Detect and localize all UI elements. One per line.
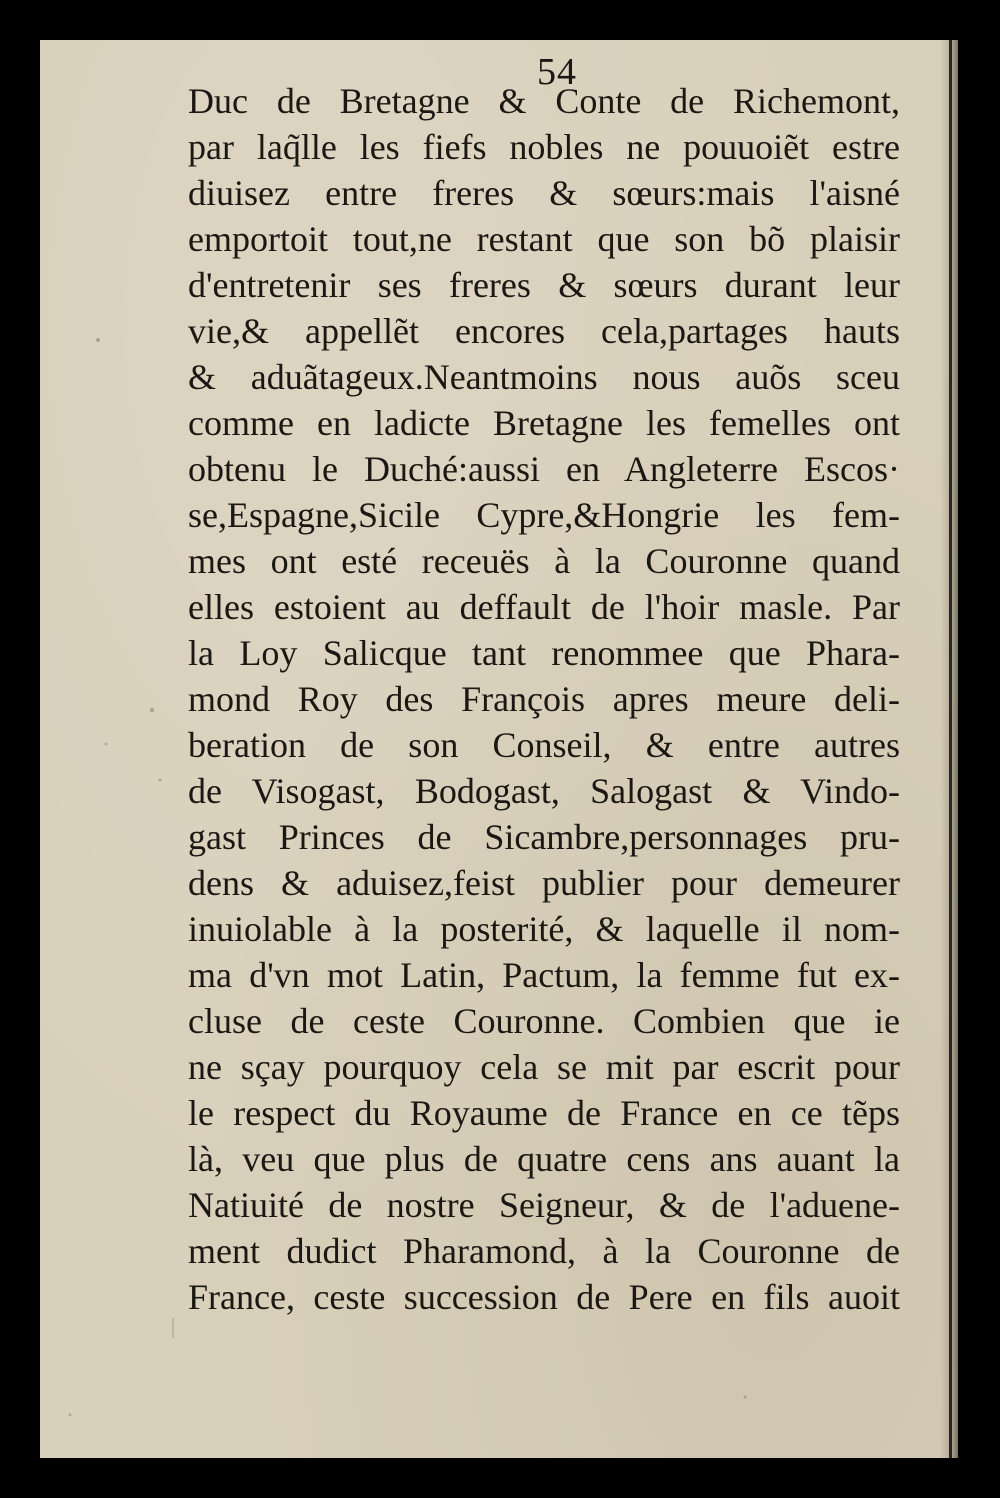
text-line: là, veu que plus de quatre cens ans auant la — [188, 1139, 900, 1179]
text-line: la Loy Salicque tant renommee que Phara- — [188, 633, 900, 673]
text-line: beration de son Conseil, & entre autres — [188, 725, 900, 765]
text-line: cluse de ceste Couronne. Combien que ie — [188, 1001, 900, 1041]
text-line: vie,& appellẽt encores cela,partages hauts — [188, 311, 900, 351]
text-line: obtenu le Duché:aussi en Angleterre Escos· — [188, 449, 900, 489]
text-line: ma d'vn mot Latin, Pactum, la femme fut ex- — [188, 955, 900, 995]
binding-edge — [949, 40, 952, 1458]
text-line: se,Espagne,Sicile Cypre,&Hongrie les fem- — [188, 495, 900, 535]
text-line: ne sçay pourquoy cela se mit par escrit pour — [188, 1047, 900, 1087]
text-line: inuiolable à la posterité, & laquelle il nom- — [188, 909, 900, 949]
text-line: diuisez entre freres & sœurs:mais l'aisné — [188, 173, 900, 213]
text-line: dens & aduisez,feist publier pour demeurer — [188, 863, 900, 903]
text-line: mond Roy des François apres meure deli- — [188, 679, 900, 719]
text-line: comme en ladicte Bretagne les femelles ont — [188, 403, 900, 443]
text-line: mes ont esté receuës à la Couronne quand — [188, 541, 900, 581]
text-line: le respect du Royaume de France en ce tẽps — [188, 1093, 900, 1133]
body-text — [188, 78, 900, 1320]
text-line: Natiuité de nostre Seigneur, & de l'aduene- — [188, 1185, 900, 1225]
text-line: France, ceste succession de Pere en fils auoit — [188, 1277, 900, 1317]
text-line: & aduãtageux.Neantmoins nous auõs sceu — [188, 357, 900, 397]
text-line: de Visogast, Bodogast, Salogast & Vindo- — [188, 771, 900, 811]
text-line: Duc de Bretagne & Conte de Richemont, — [188, 81, 900, 121]
book-page — [40, 40, 958, 1458]
text-line: emportoit tout,ne restant que son bõ plaisir — [188, 219, 900, 259]
page-number: 54 — [537, 51, 577, 93]
text-line: elles estoient au deffault de l'hoir masle. Par — [188, 587, 900, 627]
text-line: par laq̃lle les fiefs nobles ne pouuoiẽt estre — [188, 127, 900, 167]
text-line: d'entretenir ses freres & sœurs durant leur — [188, 265, 900, 305]
text-line: gast Princes de Sicambre,personnages pru- — [188, 817, 900, 857]
text-line: ment dudict Pharamond, à la Couronne de — [188, 1231, 900, 1271]
